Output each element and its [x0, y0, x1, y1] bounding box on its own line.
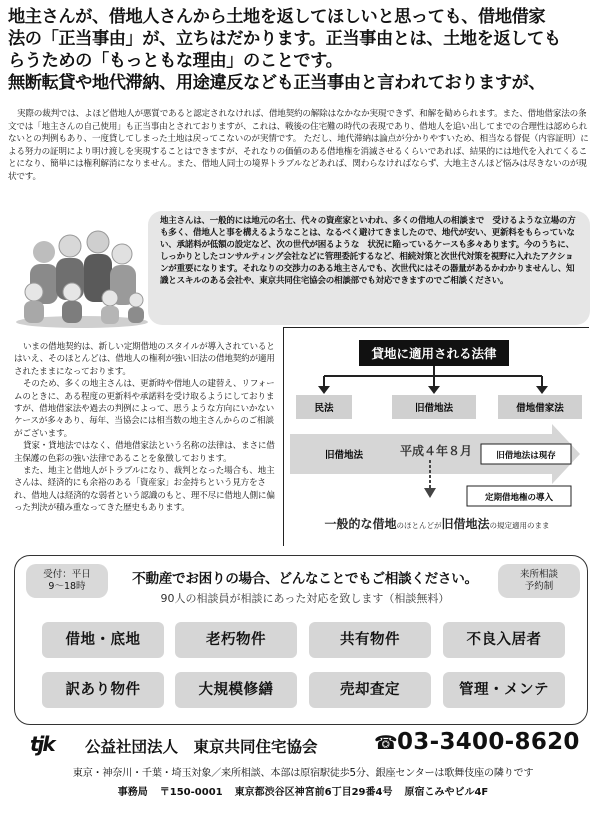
- postal-code: 〒150-0001: [159, 787, 223, 798]
- service-problem-tenant: 不良入居者: [443, 622, 565, 658]
- organization-name: 公益社団法人 東京共同住宅協会: [85, 738, 318, 756]
- lease-paragraph-3: 貸家・貸地法ではなく、借地借家法という名称の法律は、まさに借主保護の色彩の強い法律であることを象徴しております。: [14, 441, 275, 464]
- street-address: 東京都渋谷区神宮前6丁目29番4号: [234, 787, 393, 798]
- building-name: 原宿こみやビル4F: [404, 787, 489, 798]
- caption-part-3: 旧借地法: [441, 517, 490, 531]
- hours-badge: [26, 564, 108, 598]
- law-diagram-graphic: [284, 328, 590, 547]
- caption-part-4: の規定適用のまま: [489, 521, 550, 530]
- lease-paragraph-2: そのため、多くの地主さんは、更新時や借地人の建替え、リフォームのときに、ある程度の更新料や承諾料を受け取るようにしておりますが、借地借家法や過去の判例によって、思うような方向にいかないケースが多々あり、毎年、当協会には相当数の地主さんからのご相談がございます。: [14, 379, 275, 439]
- lease-paragraph-1: いまの借地契約は、新しい定期借地のスタイルが導入されているとはいえ、そのほとんどは、借地人の権利が強い旧法の借地契約が適用されたままになっております。: [14, 342, 275, 377]
- office-label: 事務局: [117, 787, 148, 798]
- law-title: 貸地に適用される法律: [371, 346, 497, 361]
- hours-badge-line-2: 9〜18時: [48, 581, 86, 592]
- timeline-old-law-label: 旧借地法: [324, 450, 364, 461]
- caption-part-2: のほとんどが: [396, 521, 442, 530]
- teishaku-label: 定期借地権の導入: [484, 493, 554, 503]
- appointment-badge: [498, 564, 580, 598]
- headline-line-1: 地主さんが、借地人さんから土地を返してほしいと思っても、借地借家: [8, 7, 546, 27]
- owner-advice-box: [148, 211, 590, 325]
- owner-advice-text: 地主さんは、一般的には地元の名士、代々の資産家といわれ、多くの借地人の相談まで 受けるような立場の方も多く、借地人と事を構えるようなことは、なるべく避けてきましたので、地代が安い、更新料をもらっていない、承諾料が低額の設定など、次の世代が困るような 状況に陥っているケースも多々あります。今のうちに、しっかりとしたコンサルティング会社などに管理委託するなど、相続対策と次世代対策を視野に入れたアクションが重要になります。それなりの交渉力のある地主さんでも、次世代にはその器量があるかわかりませんし、知識とスキルのある会社や、東京共同住宅協会の相談部でも対応できますのでご相談ください。: [160, 216, 576, 286]
- intro-paragraph: 実際の裁判では、よほど借地人が悪質であると認定されなければ、借地契約の解除はなかなか実現できず、和解を勧められます。また、借地借家法の条文では「地主さんの自己使用」も正当事由とされておりますが、これは、戦後の住宅難の時代の表現であり、借地人を追い出してまでの合理性は認められないとの判例もあり、一度貸してしまった土地は戻ってこないのが実情です。 ただし、地代滞納は論点が分かりやすいため、相当なる督促（内容証明）による努力の証明により明け渡しを実現することはできますが、それなりの価値のある借地権を消滅させるくらいであれば、結果的には地代を入れてくることになり、簡単には権利解消になりません。また、借地人同士の境界トラブルなどあれば、関わらなければならず、大地主さんほど悩みは尽きないのが現状です。: [8, 109, 589, 182]
- hours-badge-line-1: 受付：平日: [43, 569, 91, 580]
- law-lease-house-label: 借地借家法: [516, 403, 564, 414]
- appointment-badge-line-1: 来所相談: [519, 569, 558, 580]
- date-marker-label: 平成４年８月: [399, 444, 473, 458]
- family-illustration: [12, 222, 152, 330]
- service-sale-appraisal: 売却査定: [309, 672, 431, 708]
- service-troubled-property: 訳あり物件: [42, 672, 164, 708]
- service-leasehold: 借地・底地: [42, 622, 164, 658]
- law-old-lease-label: 旧借地法: [414, 403, 454, 414]
- service-aging-property: 老朽物件: [175, 622, 297, 658]
- appointment-badge-line-2: 予約制: [524, 581, 554, 592]
- organization-row: [30, 729, 590, 760]
- consultation-subtitle: 90人の相談員が相談にあった対応を致します（相談無料）: [160, 592, 450, 605]
- office-address: [8, 783, 598, 798]
- law-diagram: [283, 327, 589, 546]
- service-area-note: 東京・神奈川・千葉・埼玉対象／来所相談、本部は原宿駅徒歩5分、銀座センターは歌舞伎座の隣りです: [72, 768, 534, 779]
- phone-icon: ☎: [374, 732, 398, 754]
- service-management: 管理・メンテ: [443, 672, 565, 708]
- service-major-repair: 大規模修繕: [175, 672, 297, 708]
- consultation-title: 不動産でお困りの場合、どんなことでもご相談ください。: [132, 571, 478, 587]
- lease-explanation-column: [14, 341, 276, 515]
- law-civil-label: 民法: [314, 403, 334, 414]
- headline-line-4: 無断転貸や地代滞納、用途違反なども正当事由と言われておりますが、: [8, 73, 546, 93]
- organization-logo: tjk: [30, 732, 54, 756]
- current-law-label: 旧借地法は現存: [496, 451, 556, 461]
- phone-number[interactable]: 03-3400-8620: [397, 729, 580, 755]
- service-shared-property: 共有物件: [309, 622, 431, 658]
- headline-line-2: 法の「正当事由」が、立ちはだかります。正当事由とは、土地を返しても: [8, 29, 561, 49]
- lease-paragraph-4: また、地主と借地人がトラブルになり、裁判となった場合も、地主さんは、経済的にも余裕のある「資産家」お金持ちという見方をされ、借地人は経済的な弱者という認識のもと、理不尽に借地人側に偏った判決が積み重なってきた歴史もあります。: [14, 466, 275, 514]
- caption-part-1: 一般的な借地: [324, 517, 397, 531]
- headline-line-3: らうための「もっともな理由」のことです。: [8, 51, 343, 71]
- headline: [8, 6, 596, 94]
